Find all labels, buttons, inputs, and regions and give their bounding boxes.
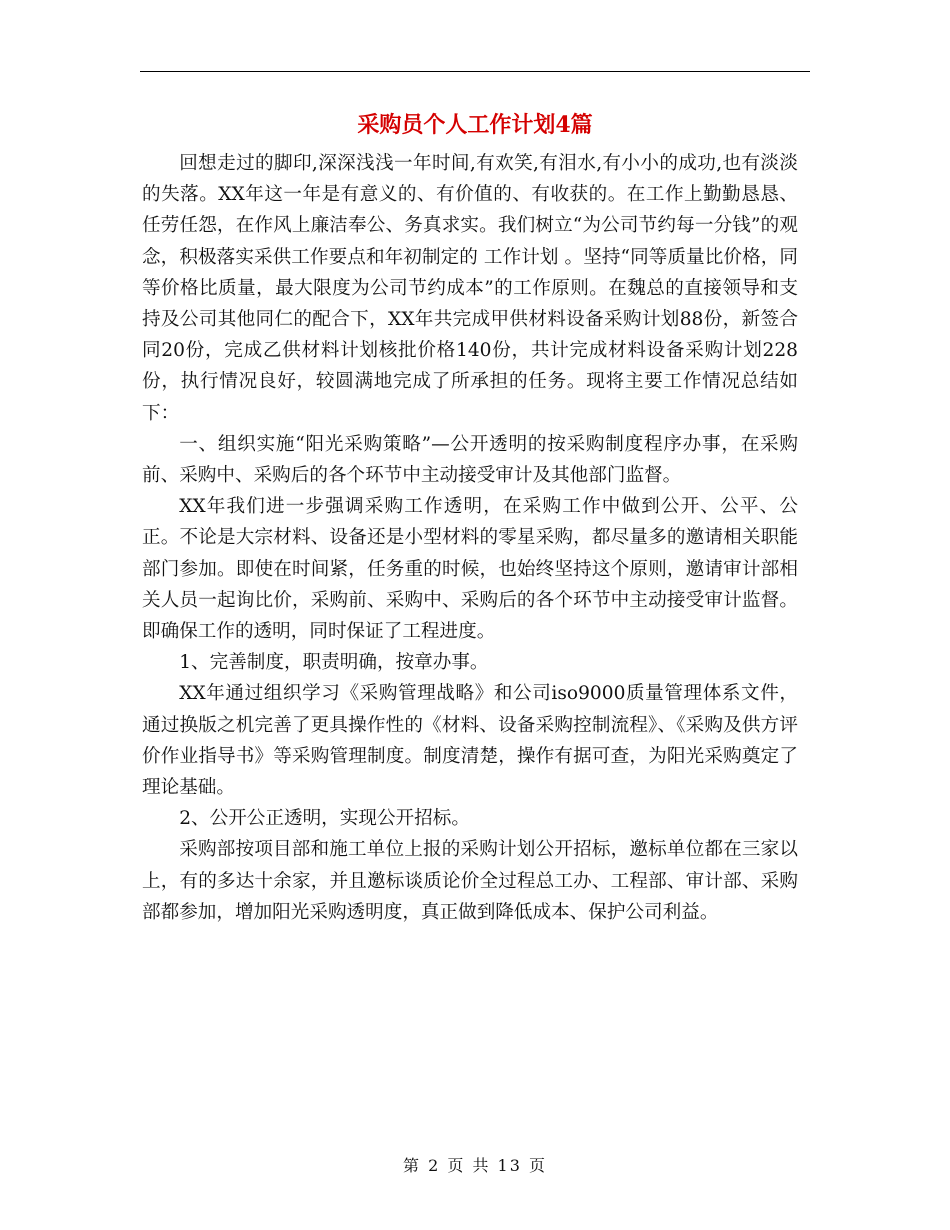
paragraph-item-1-heading: 1、完善制度，职责明确，按章办事。 [179,652,489,674]
paragraph-item-2-body: 采购部按项目部和施工单位上报的采购计划公开招标，邀标单位都在三家以上，有的多达十余家，并且邀标谈质论价全过程总工办、工程部、审计部、采购部都参加，增加阳光采购透明度，真正做到降低成本、保护公司利益。 [142,839,798,923]
paragraph-item-1-body: XX年通过组织学习《采购管理战略》和公司iso9000质量管理体系文件，通过换版之机完善了更具操作性的《材料、设备采购控制流程》、《采购及供方评价作业指导书》等采购管理制度。制度清楚，操作有据可查，为阳光采购奠定了理论基础。 [142,683,798,799]
paragraph-section-1-heading: 一、组织实施“阳光采购策略”—公开透明的按采购制度程序办事，在采购前、采购中、采购后的各个环节中主动接受审计及其他部门监督。 [142,433,798,487]
document-body [142,148,798,928]
header-rule [140,71,810,72]
paragraph-transparency: XX年我们进一步强调采购工作透明，在采购工作中做到公开、公平、公正。不论是大宗材料、设备还是小型材料的零星采购，都尽量多的邀请相关职能部门参加。即使在时间紧，任务重的时候，也始终坚持这个原则，邀请审计部相关人员一起询比价，采购前、采购中、采购后的各个环节中主动接受审计监督。即确保工作的透明，同时保证了工程进度。 [142,496,798,643]
paragraph-intro: 回想走过的脚印,深深浅浅一年时间,有欢笑,有泪水,有小小的成功,也有淡淡的失落。XX年这一年是有意义的、有价值的、有收获的。在工作上勤勤恳恳、任劳任怨，在作风上廉洁奉公、务真求实。我们树立“为公司节约每一分钱”的观念，积极落实采供工作要点和年初制定的 工作计划 。坚持“同等质量比价格，同等价格比质量，最大限度为公司节约成本”的工作原则。在魏总的直接领导和支持及公司其他同仁的配合下，XX年共完成甲供材料设备采购计划88份，新签合同20份，完成乙供材料计划核批价格140份，共计完成材料设备采购计划228份，执行情况良好，较圆满地完成了所承担的任务。现将主要工作情况总结如下： [142,153,798,424]
document-title: 采购员个人工作计划4篇 [357,112,593,138]
paragraph-item-2-heading: 2、公开公正透明，实现公开招标。 [179,808,470,830]
page-footer: 第 2 页 共 13 页 [403,1156,547,1175]
